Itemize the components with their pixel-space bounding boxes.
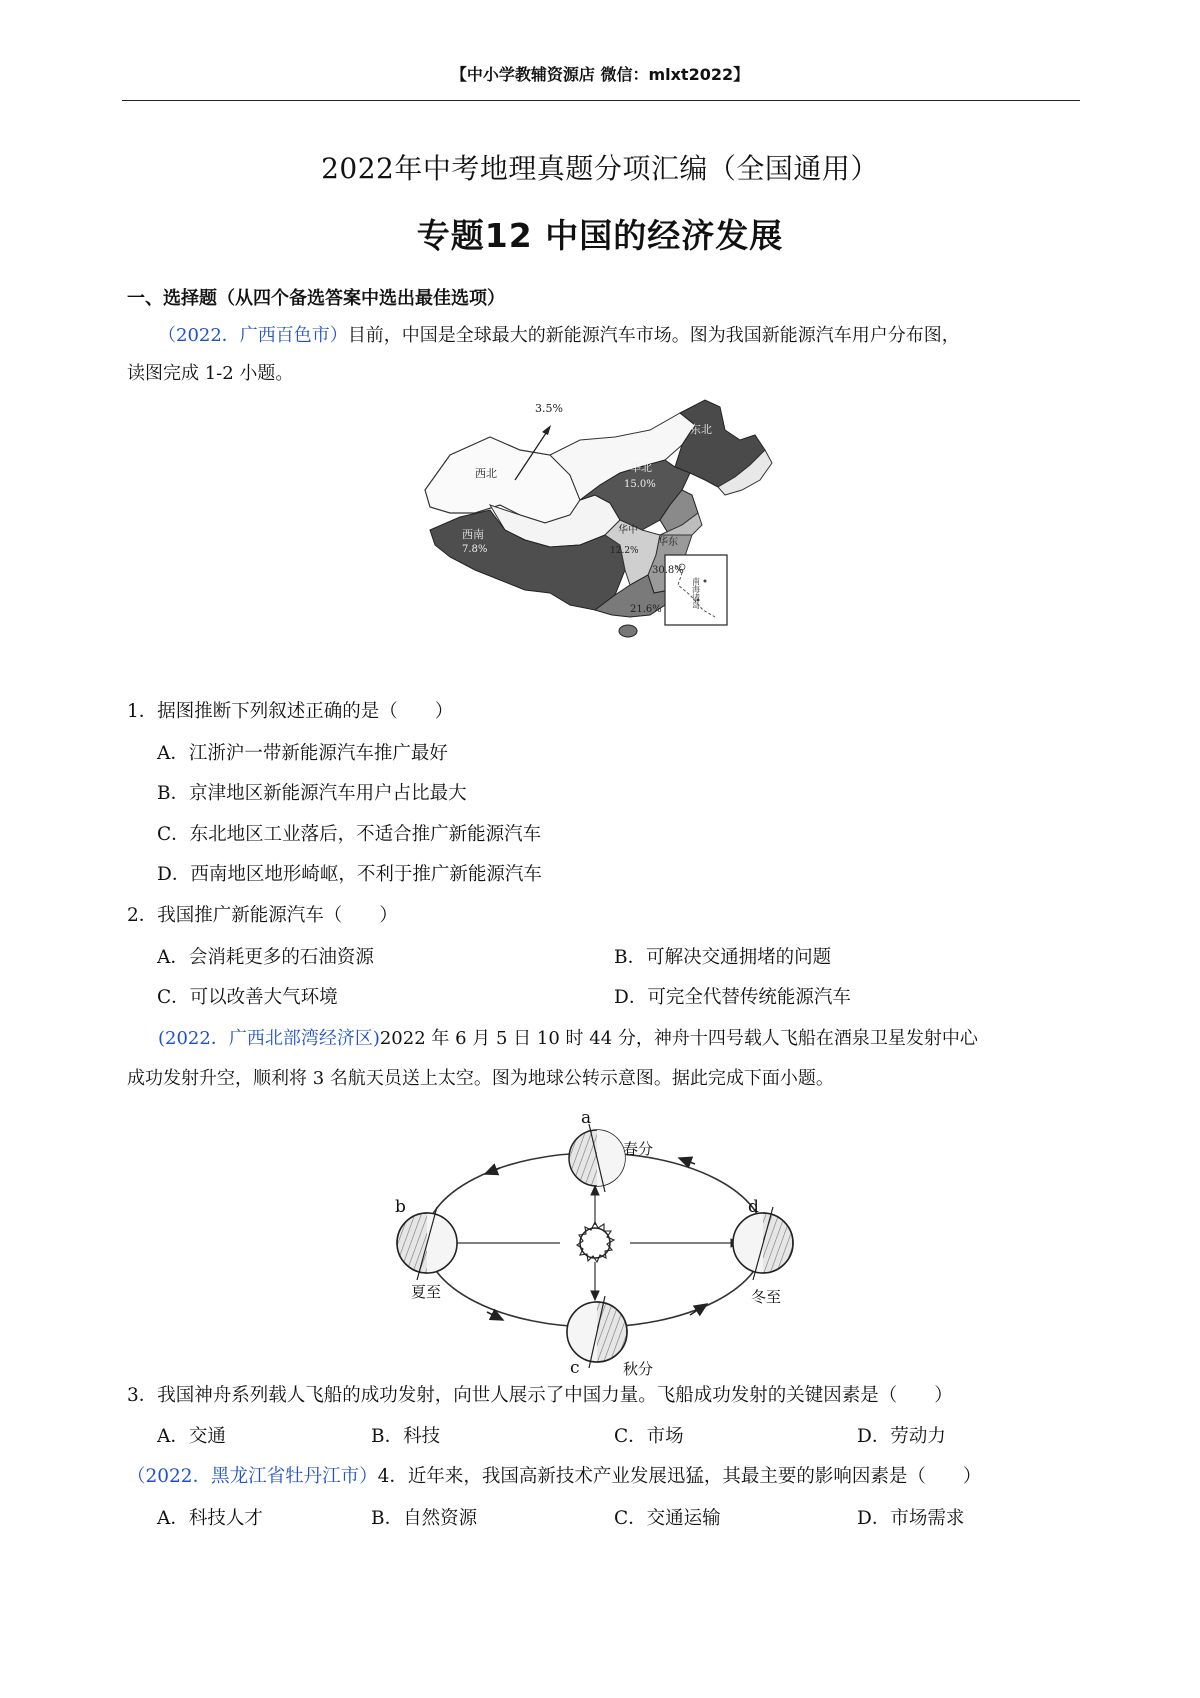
section-heading: 一、选择题（从四个备选答案中选出最佳选项） bbox=[127, 288, 505, 309]
document-title: 2022年中考地理真题分项汇编（全国通用） bbox=[321, 152, 879, 185]
q3-stem: 3．我国神舟系列载人飞船的成功发射，向世人展示了中国力量。飞船成功发射的关键因素是（ ） bbox=[127, 1385, 953, 1406]
q2-stem: 2．我国推广新能源汽车（ ） bbox=[127, 905, 398, 926]
q4-option-c[interactable]: C．交通运输 bbox=[614, 1508, 721, 1529]
q4-option-b[interactable]: B．自然资源 bbox=[371, 1508, 478, 1529]
earth-b-summer bbox=[397, 1207, 457, 1280]
earth-a-spring bbox=[569, 1124, 625, 1192]
nev-user-distribution-map bbox=[420, 395, 790, 655]
q3-option-d[interactable]: D．劳动力 bbox=[857, 1426, 946, 1447]
q4-option-a[interactable]: A．科技人才 bbox=[157, 1508, 263, 1529]
central-pct-label: 12.2% bbox=[610, 546, 639, 556]
earth-d-winter bbox=[733, 1207, 793, 1280]
q1-option-d[interactable]: D．西南地区地形崎岖，不利于推广新能源汽车 bbox=[157, 864, 542, 885]
q3-option-a[interactable]: A．交通 bbox=[157, 1426, 226, 1447]
q2-option-c[interactable]: C．可以改善大气环境 bbox=[157, 987, 338, 1008]
page-header: 【中小学教辅资源店 微信：mlxt2022】 bbox=[450, 65, 750, 84]
passage-1-line-2: 读图完成 1-2 小题。 bbox=[127, 363, 294, 384]
q2-option-a[interactable]: A．会消耗更多的石油资源 bbox=[157, 947, 374, 968]
q2-option-b[interactable]: B．可解决交通拥堵的问题 bbox=[614, 947, 832, 968]
orbit-label-b: b bbox=[395, 1197, 406, 1217]
q1-option-a[interactable]: A．江浙沪一带新能源汽车推广最好 bbox=[157, 743, 448, 764]
q3-option-b[interactable]: B．科技 bbox=[371, 1426, 441, 1447]
southwest-label: 西南 bbox=[462, 528, 484, 541]
q3-option-c[interactable]: C．市场 bbox=[614, 1426, 684, 1447]
orbit-label-c: c bbox=[570, 1358, 580, 1378]
passage-2-line-1 bbox=[158, 1019, 978, 1059]
q2-option-d[interactable]: D．可完全代替传统能源汽车 bbox=[614, 987, 851, 1008]
passage-2-line-2: 成功发射升空，顺利将 3 名航天员送上太空。图为地球公转示意图。据此完成下面小题。 bbox=[127, 1068, 834, 1089]
northeast-label: 东北 bbox=[690, 423, 712, 436]
q4-option-d[interactable]: D．市场需求 bbox=[857, 1508, 965, 1529]
east-pct-label: 30.8% bbox=[652, 565, 684, 576]
passage-1-text: 目前，中国是全球最大的新能源汽车市场。图为我国新能源汽车用户分布图， bbox=[347, 325, 960, 346]
q1-option-b[interactable]: B．京津地区新能源汽车用户占比最大 bbox=[157, 783, 467, 804]
q4-source: （2022．黑龙江省牡丹江市） bbox=[127, 1466, 378, 1487]
orbit-label-a: a bbox=[581, 1110, 592, 1128]
q1-option-c[interactable]: C．东北地区工业落后，不适合推广新能源汽车 bbox=[157, 824, 542, 845]
southwest-pct-label: 7.8% bbox=[462, 544, 488, 555]
east-label: 华东 bbox=[658, 537, 678, 548]
orbit-label-winter: 冬至 bbox=[751, 1288, 782, 1306]
orbit-label-d: d bbox=[748, 1197, 759, 1217]
sun-icon bbox=[577, 1222, 614, 1262]
orbit-label-summer: 夏至 bbox=[411, 1283, 442, 1301]
q1-stem: 1．据图推断下列叙述正确的是（ ） bbox=[127, 701, 454, 722]
earth-revolution-diagram bbox=[395, 1110, 795, 1380]
inset-label: 南海诸岛 bbox=[691, 577, 701, 609]
passage-2-source: (2022．广西北部湾经济区) bbox=[158, 1028, 380, 1049]
passage-2-text: 2022 年 6 月 5 日 10 时 44 分，神舟十四号载人飞船在酒泉卫星发射中心 bbox=[379, 1028, 978, 1049]
north-label: 华北 bbox=[630, 461, 652, 474]
header-divider bbox=[122, 100, 1080, 101]
orbit-label-spring: 春分 bbox=[623, 1140, 654, 1158]
topic-title: 专题12 中国的经济发展 bbox=[416, 216, 784, 255]
north-pct-label: 15.0% bbox=[624, 479, 656, 490]
central-label: 华中 bbox=[618, 525, 638, 536]
south-pct-label: 21.6% bbox=[630, 604, 662, 615]
passage-1-source: （2022．广西百色市） bbox=[158, 325, 348, 346]
passage-1-line-1 bbox=[158, 316, 960, 356]
northwest-label: 西北 bbox=[475, 467, 497, 480]
orbit-label-autumn: 秋分 bbox=[623, 1360, 654, 1378]
q4-line bbox=[127, 1462, 981, 1488]
q4-stem: 4．近年来，我国高新技术产业发展迅猛，其最主要的影响因素是（ ） bbox=[377, 1466, 982, 1487]
northwest-pct-label: 3.5% bbox=[535, 402, 563, 415]
